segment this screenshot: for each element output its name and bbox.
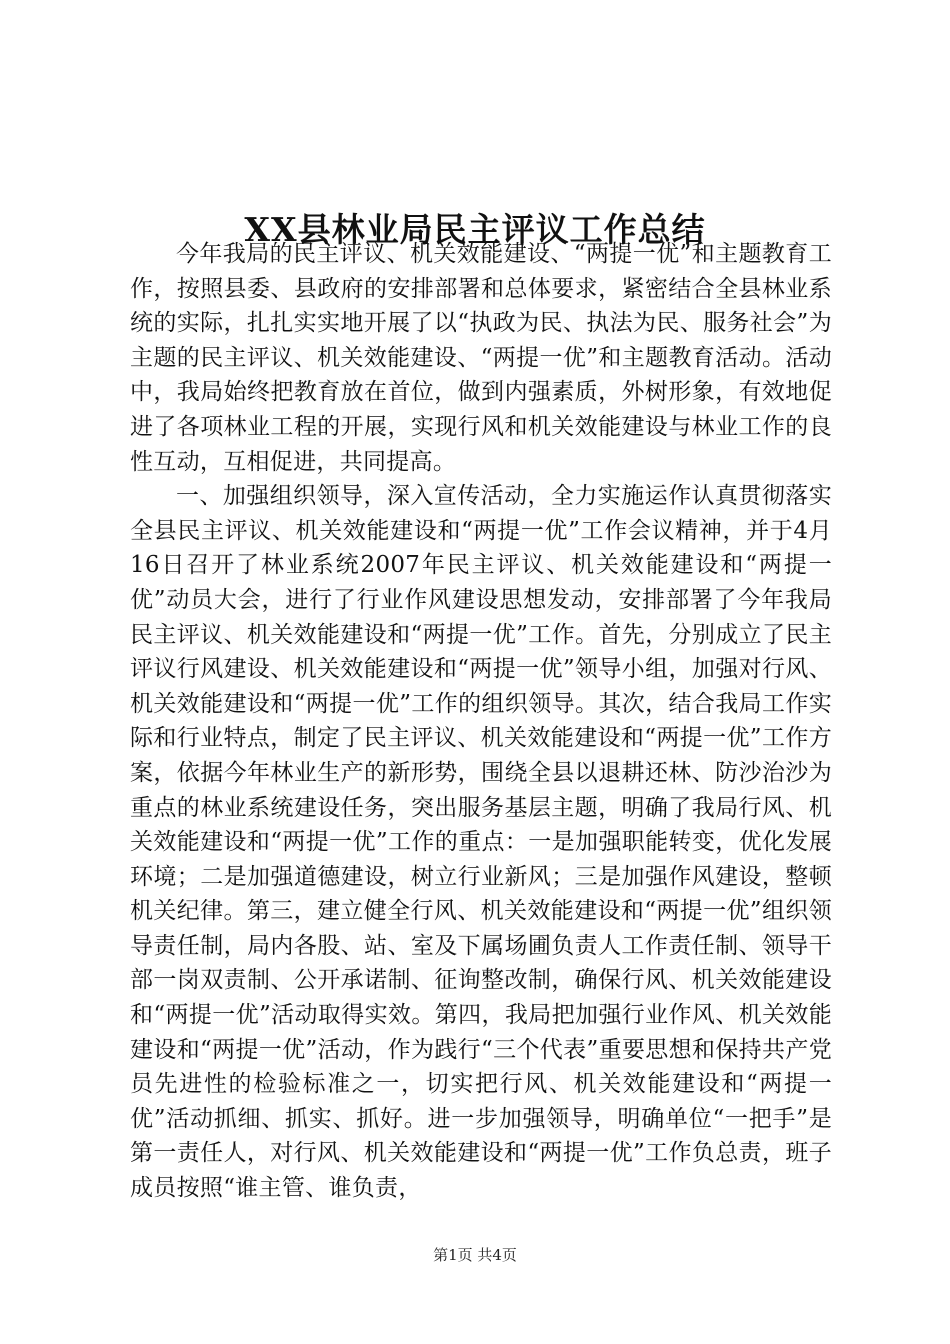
paragraph-intro: 今年我局的民主评议、机关效能建设、“两提一优”和主题教育工作，按照县委、县政府的安排部署和总体要求，紧密结合全县林业系统的实际，扎扎实实地开展了以“执政为民、执法为民、服务社会”为主题的民主评议、机关效能建设、“两提一优”和主题教育活动。活动中，我局始终把教育放在首位，做到内强素质，外树形象，有效地促进了各项林业工程的开展，实现行风和机关效能建设与林业工作的良性互动，互相促进，共同提高。 xyxy=(130,241,832,475)
document-body xyxy=(130,237,832,1206)
page-number-footer: 第1页 共4页 xyxy=(433,1246,517,1264)
paragraph-section-one: 一、加强组织领导，深入宣传活动，全力实施运作认真贯彻落实全县民主评议、机关效能建设和“两提一优”工作会议精神，并于4月16日召开了林业系统2007年民主评议、机关效能建设和“两提一优”动员大会，进行了行业作风建设思想发动，安排部署了今年我局民主评议、机关效能建设和“两提一优”工作。首先，分别成立了民主评议行风建设、机关效能建设和“两提一优”领导小组，加强对行风、机关效能建设和“两提一优”工作的组织领导。其次，结合我局工作实际和行业特点，制定了民主评议、机关效能建设和“两提一优”工作方案，依据今年林业生产的新形势，围绕全县以退耕还林、防沙治沙为重点的林业系统建设任务，突出服务基层主题，明确了我局行风、机关效能建设和“两提一优”工作的重点：一是加强职能转变，优化发展环境；二是加强道德建设，树立行业新风；三是加强作风建设，整顿机关纪律。第三，建立健全行风、机关效能建设和“两提一优”组织领导责任制，局内各股、站、室及下属场圃负责人工作责任制、领导干部一岗双责制、公开承诺制、征询整改制，确保行风、机关效能建设和“两提一优”活动取得实效。第四，我局把加强行业作风、机关效能建设和“两提一优”活动，作为践行“三个代表”重要思想和保持共产党员先进性的检验标准之一，切实把行风、机关效能建设和“两提一优”活动抓细、抓实、抓好。进一步加强领导，明确单位“一把手”是第一责任人，对行风、机关效能建设和“两提一优”工作负总责，班子成员按照“谁主管、谁负责， xyxy=(130,483,832,1202)
document-title: XX县林业局民主评议工作总结 xyxy=(244,210,706,250)
